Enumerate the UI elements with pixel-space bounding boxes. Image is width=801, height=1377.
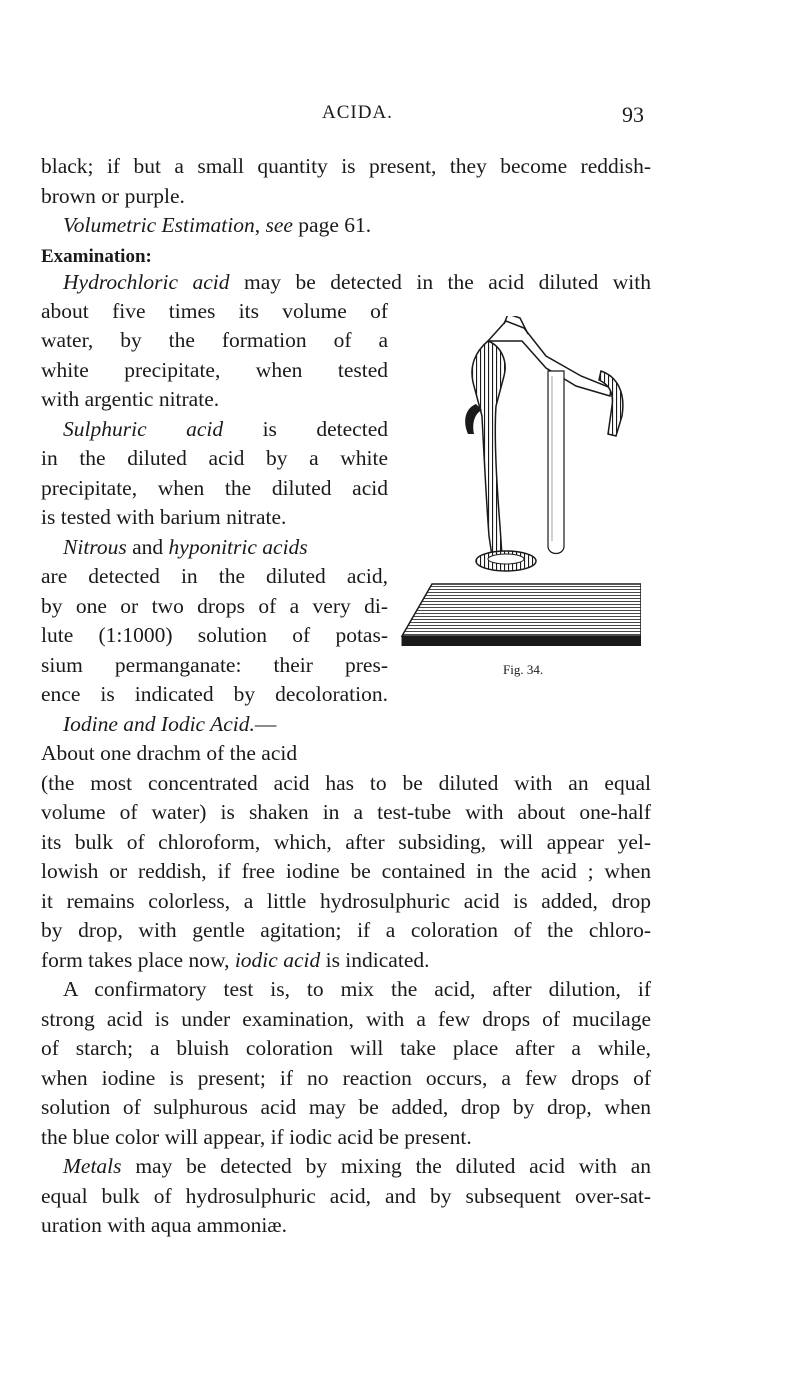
text-run: form takes place now, bbox=[41, 948, 235, 972]
text-line bbox=[41, 891, 651, 913]
text-run: in the diluted acid by a white bbox=[41, 446, 388, 470]
text-run: its bulk of chloroform, which, after subsiding, will appear yel- bbox=[41, 830, 651, 854]
text-run: Examination: bbox=[41, 246, 152, 267]
text-line bbox=[41, 566, 388, 588]
text-line bbox=[63, 272, 651, 294]
text-line bbox=[41, 684, 388, 706]
text-line bbox=[41, 301, 388, 323]
text-run: About one drachm of the acid bbox=[41, 741, 298, 765]
text-run: , bbox=[254, 213, 266, 237]
text-line bbox=[41, 156, 651, 178]
text-line bbox=[41, 1186, 651, 1208]
text-run: are detected in the diluted acid, bbox=[41, 564, 388, 588]
text-run: black; if but a small quantity is present, they become reddish- bbox=[41, 154, 651, 178]
text-run: it remains colorless, a little hydrosulphuric acid is added, drop bbox=[41, 889, 651, 913]
text-line bbox=[63, 1156, 651, 1178]
text-line bbox=[41, 655, 388, 677]
text-line bbox=[41, 186, 651, 208]
text-line bbox=[63, 537, 388, 559]
text-line bbox=[41, 1068, 651, 1090]
text-run: see bbox=[265, 213, 293, 237]
section-heading bbox=[41, 247, 651, 266]
text-run: is tested with barium nitrate. bbox=[41, 505, 287, 529]
text-line bbox=[41, 1097, 651, 1119]
text-line bbox=[63, 979, 651, 1001]
text-line bbox=[41, 950, 651, 972]
text-run: Volumetric Estimation bbox=[63, 213, 255, 237]
text-line bbox=[41, 596, 388, 618]
text-run: Metals bbox=[63, 1154, 122, 1178]
text-run: when iodine is present; if no reaction occurs, a few drops of bbox=[41, 1066, 651, 1090]
text-run: is indicated. bbox=[320, 948, 430, 972]
text-run: A confirmatory test is, to mix the acid, after dilution, if bbox=[63, 977, 651, 1001]
text-run: strong acid is under examination, with a few drops of mucilage bbox=[41, 1007, 651, 1031]
text-run: Iodine and Iodic Acid. bbox=[63, 712, 255, 736]
text-run: may be detected in the acid diluted with bbox=[229, 270, 651, 294]
text-line bbox=[41, 1215, 651, 1237]
text-run: by drop, with gentle agitation; if a coloration of the chloro- bbox=[41, 918, 651, 942]
text-line bbox=[41, 389, 388, 411]
text-line bbox=[41, 507, 388, 529]
text-run: page 61. bbox=[292, 213, 372, 237]
text-run: hyponitric acids bbox=[168, 535, 308, 559]
text-run: may be detected by mixing the diluted acid with an bbox=[121, 1154, 651, 1178]
text-run: brown or purple. bbox=[41, 184, 185, 208]
text-run: about five times its volume of bbox=[41, 299, 388, 323]
page-number: 93 bbox=[622, 102, 644, 127]
text-line bbox=[41, 330, 388, 352]
text-run: the blue color will appear, if iodic acid be present. bbox=[41, 1125, 472, 1149]
text-line bbox=[63, 419, 388, 441]
text-line bbox=[41, 625, 388, 647]
text-run: ence is indicated by decoloration. bbox=[41, 682, 388, 706]
text-line bbox=[41, 920, 651, 942]
text-run: solution of sulphurous acid may be added, drop by drop, when bbox=[41, 1095, 651, 1119]
text-run: and bbox=[126, 535, 169, 559]
text-run: — bbox=[254, 712, 277, 736]
text-run: by one or two drops of a very di- bbox=[41, 594, 388, 618]
text-line bbox=[41, 1038, 651, 1060]
running-head bbox=[0, 102, 801, 132]
text-run: Nitrous bbox=[63, 535, 127, 559]
text-run: of starch; a bluish coloration will take place after a while, bbox=[41, 1036, 651, 1060]
text-run: is detected bbox=[223, 417, 388, 441]
text-line bbox=[41, 773, 651, 795]
text-line bbox=[63, 714, 388, 736]
text-run: iodic acid bbox=[234, 948, 321, 972]
running-title: ACIDA. bbox=[322, 102, 393, 123]
text-line bbox=[41, 360, 388, 382]
text-run: uration with aqua ammoniæ. bbox=[41, 1213, 288, 1237]
text-line bbox=[41, 448, 388, 470]
text-line bbox=[41, 743, 388, 765]
text-line bbox=[41, 1009, 651, 1031]
text-run: water, by the formation of a bbox=[41, 328, 388, 352]
text-run: (the most concentrated acid has to be diluted with an equal bbox=[41, 771, 651, 795]
text-run: precipitate, when the diluted acid bbox=[41, 476, 388, 500]
text-run: Hydrochloric acid bbox=[63, 270, 230, 294]
text-run: with argentic nitrate. bbox=[41, 387, 220, 411]
text-run: sium permanganate: their pres- bbox=[41, 653, 388, 677]
figure-caption: Fig. 34. bbox=[503, 662, 544, 677]
test-tube-stand-illustration bbox=[396, 316, 641, 676]
text-run: lowish or reddish, if free iodine be contained in the acid ; when bbox=[41, 859, 651, 883]
text-line bbox=[41, 832, 651, 854]
text-line bbox=[63, 215, 651, 237]
text-run: lute (1:1000) solution of potas- bbox=[41, 623, 388, 647]
text-line bbox=[41, 802, 651, 824]
text-line bbox=[41, 478, 388, 500]
text-run: white precipitate, when tested bbox=[41, 358, 388, 382]
text-line bbox=[41, 861, 651, 883]
text-run: Sulphuric acid bbox=[63, 417, 224, 441]
text-run: equal bulk of hydrosulphuric acid, and by subsequent over-sat- bbox=[41, 1184, 651, 1208]
text-line bbox=[41, 1127, 651, 1149]
text-run: volume of water) is shaken in a test-tube with about one-half bbox=[41, 800, 651, 824]
